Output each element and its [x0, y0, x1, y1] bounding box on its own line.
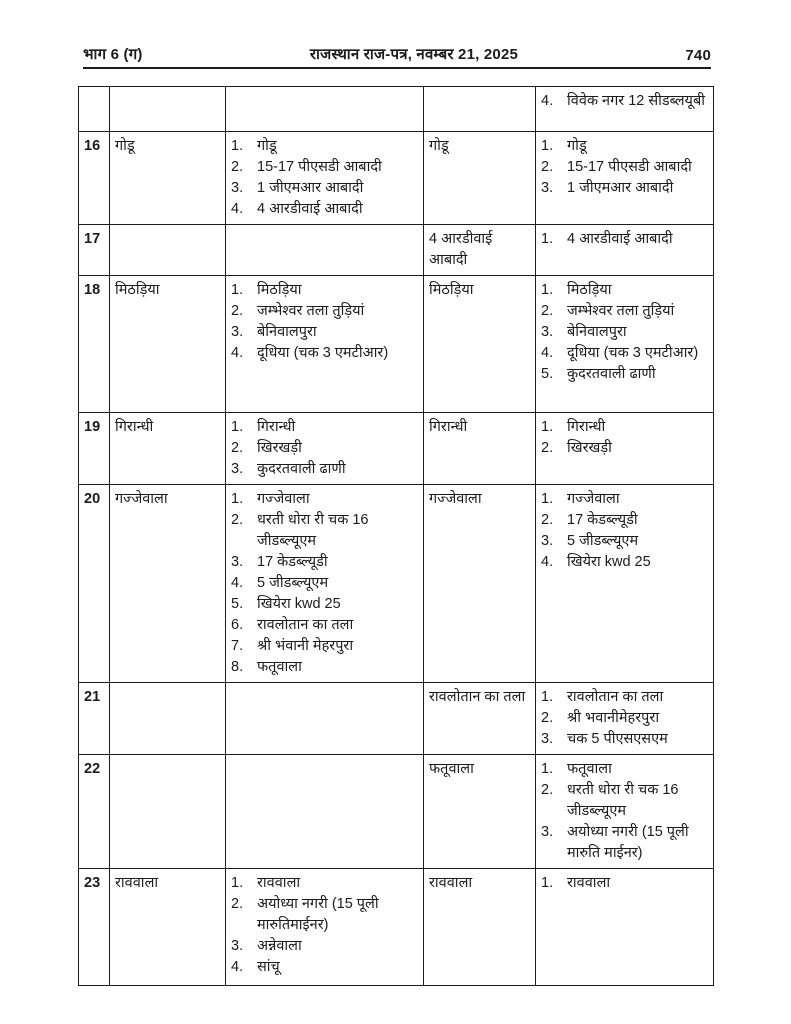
new-villages-list-cell — [536, 132, 714, 225]
list-item-number: 3. — [231, 461, 244, 477]
list-item-text: 15-17 पीएसडी आबादी — [257, 159, 382, 175]
table-row — [79, 869, 714, 986]
list-item — [541, 759, 709, 780]
list-item — [541, 229, 709, 250]
list-item — [541, 91, 709, 112]
old-villages-list-cell — [226, 225, 424, 276]
list-item-number: 1. — [231, 875, 244, 891]
old-villages-list-cell — [226, 755, 424, 869]
serial-number-cell: 20 — [79, 485, 110, 683]
list-item-number: 1. — [231, 419, 244, 435]
list-item — [541, 531, 709, 552]
list-item-text: 1 जीएमआर आबादी — [257, 180, 364, 196]
new-villages-list-cell — [536, 485, 714, 683]
list-item-text: फतूवाला — [257, 659, 302, 675]
old-village-name-cell — [110, 87, 226, 132]
list-item-number: 1. — [541, 138, 554, 154]
list-item-number: 1. — [541, 491, 554, 507]
list-item-text: खियेरा kwd 25 — [257, 596, 341, 612]
list-item-number: 1. — [541, 231, 554, 247]
list-item-text: 5 जीडब्ल्यूएम — [257, 575, 329, 591]
old-villages-list-cell — [226, 683, 424, 755]
list-item-number: 4. — [541, 345, 554, 361]
list-item-number: 1. — [231, 138, 244, 154]
list-item — [231, 615, 419, 636]
list-item-text: जम्भेश्वर तला तुड़ियां — [567, 303, 675, 319]
list-item-text: 4 आरडीवाई आबादी — [257, 201, 363, 217]
list-item-text: गोडू — [257, 138, 277, 154]
list-item — [541, 552, 709, 573]
list-item-number: 2. — [231, 896, 244, 912]
list-item-number: 3. — [231, 938, 244, 954]
table-row — [79, 225, 714, 276]
list-item-text: 5 जीडब्ल्यूएम — [567, 533, 639, 549]
list-item-text: धरती धोरा री चक 16 जीडब्ल्यूएम — [257, 512, 369, 549]
list-item-text: सांचू — [257, 959, 280, 975]
list-item-number: 4. — [231, 201, 244, 217]
list-item-text: गज्जेवाला — [567, 491, 620, 507]
list-item-number: 2. — [541, 782, 554, 798]
list-item-text: बेनिवालपुरा — [567, 324, 627, 340]
list-item-text: चक 5 पीएसएसएम — [567, 731, 668, 747]
serial-number-cell: 18 — [79, 276, 110, 413]
list-item — [231, 936, 419, 957]
page-header — [83, 44, 711, 69]
list-item — [231, 280, 419, 301]
list-item — [541, 301, 709, 322]
old-village-name-cell — [110, 683, 226, 755]
list-item-number: 1. — [541, 689, 554, 705]
list-item-text: कुदरतवाली ढाणी — [567, 366, 656, 382]
new-village-name-cell: गोडू — [424, 132, 536, 225]
list-item — [541, 438, 709, 459]
list-item — [231, 594, 419, 615]
new-villages-list-cell — [536, 413, 714, 485]
list-item-text: गिरान्धी — [567, 419, 606, 435]
list-item — [231, 552, 419, 573]
old-villages-list-cell — [226, 132, 424, 225]
old-village-name-cell: मिठड़िया — [110, 276, 226, 413]
table-row — [79, 413, 714, 485]
list-item-number: 2. — [541, 512, 554, 528]
list-item-text: 17 केडब्ल्यूडी — [257, 554, 328, 570]
serial-number-cell: 19 — [79, 413, 110, 485]
list-item-number: 3. — [231, 324, 244, 340]
list-item-number: 3. — [541, 824, 554, 840]
list-item — [231, 489, 419, 510]
old-village-name-cell: राववाला — [110, 869, 226, 986]
list-item-text: खिरखड़ी — [257, 440, 302, 456]
table-row — [79, 276, 714, 413]
list-item — [541, 364, 709, 385]
list-item-text: मिठड़िया — [257, 282, 302, 298]
list-item-text: जम्भेश्वर तला तुड़ियां — [257, 303, 365, 319]
list-item-number: 4. — [231, 575, 244, 591]
list-item-number: 1. — [541, 419, 554, 435]
list-item — [231, 957, 419, 978]
list-item-text: श्री भवानीमेहरपुरा — [567, 710, 660, 726]
list-item-text: 1 जीएमआर आबादी — [567, 180, 674, 196]
list-item-text: राववाला — [567, 875, 611, 891]
list-item-number: 2. — [231, 512, 244, 528]
list-item-number: 3. — [231, 554, 244, 570]
list-item-text: श्री भंवानी मेहरपुरा — [257, 638, 354, 654]
list-item-text: अयोध्या नगरी (15 पूली मारुति माईनर) — [567, 824, 689, 861]
list-item — [541, 280, 709, 301]
list-item-number: 5. — [231, 596, 244, 612]
new-village-name-cell — [424, 87, 536, 132]
new-villages-list-cell — [536, 683, 714, 755]
list-item — [541, 157, 709, 178]
list-item — [541, 343, 709, 364]
list-item — [231, 417, 419, 438]
list-item — [541, 822, 709, 864]
list-item — [541, 708, 709, 729]
header-gazette-title: राजस्थान राज-पत्र, नवम्बर 21, 2025 — [309, 46, 519, 63]
new-village-name-cell: रावलोतान का तला — [424, 683, 536, 755]
list-item-text: 4 आरडीवाई आबादी — [567, 231, 673, 247]
serial-number-cell: 17 — [79, 225, 110, 276]
list-item-text: बेनिवालपुरा — [257, 324, 317, 340]
list-item-text: फतूवाला — [567, 761, 612, 777]
villages-table — [78, 86, 714, 986]
list-item-number: 8. — [231, 659, 244, 675]
list-item — [231, 459, 419, 480]
list-item-text: कुदरतवाली ढाणी — [257, 461, 346, 477]
new-villages-list-cell — [536, 225, 714, 276]
list-item — [231, 136, 419, 157]
new-village-name-cell: राववाला — [424, 869, 536, 986]
list-item — [541, 873, 709, 894]
table-row — [79, 132, 714, 225]
list-item-number: 3. — [541, 533, 554, 549]
list-item-number: 1. — [541, 282, 554, 298]
list-item-text: मिठड़िया — [567, 282, 612, 298]
list-item-number: 2. — [231, 440, 244, 456]
list-item — [541, 780, 709, 822]
list-item-number: 1. — [541, 875, 554, 891]
table-row — [79, 87, 714, 132]
list-item-text: विवेक नगर 12 सीडब्लयूबी — [567, 93, 705, 109]
list-item — [231, 894, 419, 936]
list-item-number: 3. — [541, 731, 554, 747]
list-item-text: 17 केडब्ल्यूडी — [567, 512, 638, 528]
new-villages-list-cell — [536, 869, 714, 986]
old-villages-list-cell — [226, 485, 424, 683]
list-item-number: 4. — [231, 959, 244, 975]
old-village-name-cell — [110, 225, 226, 276]
old-village-name-cell: गोडू — [110, 132, 226, 225]
list-item — [541, 417, 709, 438]
list-item-text: खियेरा kwd 25 — [567, 554, 651, 570]
list-item — [231, 636, 419, 657]
list-item — [231, 157, 419, 178]
old-village-name-cell — [110, 755, 226, 869]
old-villages-list-cell — [226, 869, 424, 986]
list-item — [231, 322, 419, 343]
table-row — [79, 485, 714, 683]
list-item-text: रावलोतान का तला — [257, 617, 354, 633]
list-item-text: दूधिया (चक 3 एमटीआर) — [257, 345, 389, 361]
list-item — [231, 438, 419, 459]
old-villages-list-cell — [226, 413, 424, 485]
list-item-text: गज्जेवाला — [257, 491, 310, 507]
list-item-text: रावलोतान का तला — [567, 689, 664, 705]
list-item — [231, 178, 419, 199]
list-item — [231, 343, 419, 364]
list-item — [541, 136, 709, 157]
list-item — [231, 657, 419, 678]
list-item — [231, 301, 419, 322]
list-item — [541, 322, 709, 343]
list-item-text: गोडू — [567, 138, 587, 154]
list-item-number: 3. — [541, 180, 554, 196]
list-item — [541, 510, 709, 531]
list-item-number: 2. — [231, 303, 244, 319]
table-row — [79, 755, 714, 869]
list-item-text: अयोध्या नगरी (15 पूली मारुतिमाईनर) — [257, 896, 379, 933]
list-item-text: धरती धोरा री चक 16 जीडब्ल्यूएम — [567, 782, 679, 819]
list-item — [231, 510, 419, 552]
list-item-number: 4. — [231, 345, 244, 361]
list-item — [231, 199, 419, 220]
list-item-number: 4. — [541, 93, 554, 109]
serial-number-cell: 16 — [79, 132, 110, 225]
list-item — [541, 178, 709, 199]
list-item-number: 3. — [231, 180, 244, 196]
villages-table-body — [79, 87, 714, 986]
serial-number-cell: 22 — [79, 755, 110, 869]
list-item-number: 3. — [541, 324, 554, 340]
list-item-number: 2. — [541, 303, 554, 319]
list-item-number: 5. — [541, 366, 554, 382]
new-village-name-cell: गज्जेवाला — [424, 485, 536, 683]
table-row — [79, 683, 714, 755]
new-villages-list-cell — [536, 87, 714, 132]
header-page-number: 740 — [685, 47, 711, 64]
list-item-number: 4. — [541, 554, 554, 570]
serial-number-cell: 21 — [79, 683, 110, 755]
list-item-number: 2. — [541, 440, 554, 456]
old-villages-list-cell — [226, 276, 424, 413]
list-item-number: 2. — [541, 710, 554, 726]
list-item-number: 7. — [231, 638, 244, 654]
serial-number-cell — [79, 87, 110, 132]
new-village-name-cell: फतूवाला — [424, 755, 536, 869]
list-item — [541, 489, 709, 510]
list-item — [231, 873, 419, 894]
old-village-name-cell: गज्जेवाला — [110, 485, 226, 683]
list-item-text: राववाला — [257, 875, 301, 891]
list-item-number: 1. — [231, 282, 244, 298]
list-item-number: 2. — [231, 159, 244, 175]
list-item-text: दूधिया (चक 3 एमटीआर) — [567, 345, 699, 361]
new-village-name-cell: मिठड़िया — [424, 276, 536, 413]
list-item — [231, 573, 419, 594]
list-item-number: 1. — [541, 761, 554, 777]
list-item-text: अन्नेवाला — [257, 938, 302, 954]
old-villages-list-cell — [226, 87, 424, 132]
list-item-text: गिरान्धी — [257, 419, 296, 435]
new-villages-list-cell — [536, 276, 714, 413]
new-village-name-cell: 4 आरडीवाई आबादी — [424, 225, 536, 276]
header-part-label: भाग 6 (ग) — [83, 46, 143, 63]
list-item-number: 2. — [541, 159, 554, 175]
list-item — [541, 729, 709, 750]
list-item-text: खिरखड़ी — [567, 440, 612, 456]
new-villages-list-cell — [536, 755, 714, 869]
old-village-name-cell: गिरान्धी — [110, 413, 226, 485]
list-item-number: 6. — [231, 617, 244, 633]
serial-number-cell: 23 — [79, 869, 110, 986]
list-item-number: 1. — [231, 491, 244, 507]
list-item-text: 15-17 पीएसडी आबादी — [567, 159, 692, 175]
new-village-name-cell: गिरान्धी — [424, 413, 536, 485]
list-item — [541, 687, 709, 708]
